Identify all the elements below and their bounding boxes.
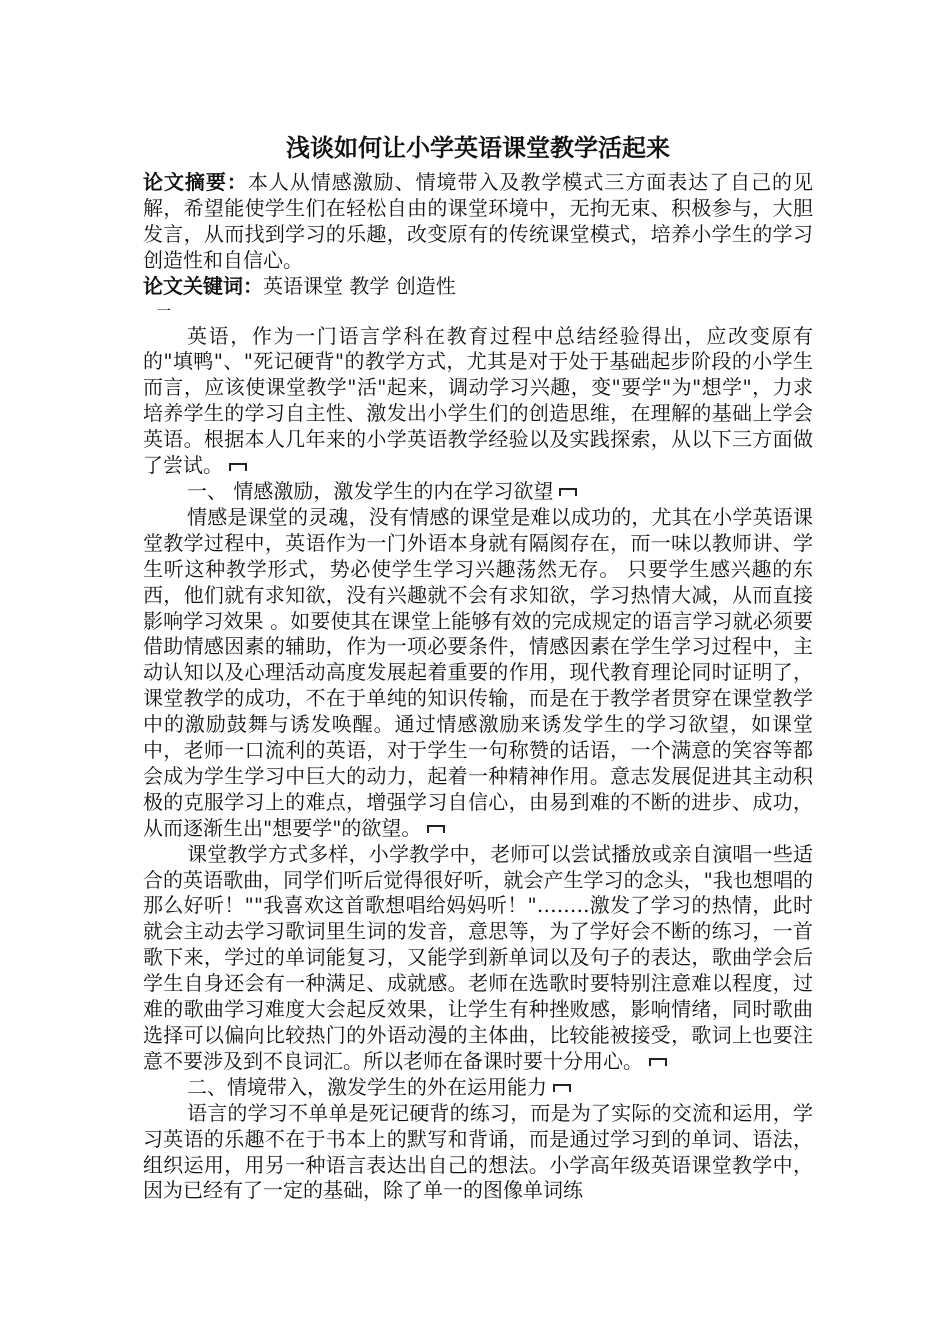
abstract-text: 本人从情感激励、情境带入及教学模式三方面表达了自己的见解，希望能使学生们在轻松自由的课堂环境中，无拘无束、积极参与，大胆发言，从而找到学习的乐趣，改变原有的传统课堂模式，培养小学生的学习创造性和自信心。 xyxy=(143,170,814,272)
abstract-label: 论文摘要： xyxy=(143,170,248,194)
keywords-text: 英语课堂 教学 创造性 xyxy=(263,273,456,298)
heading-text: 一、 情感激励，激发学生的内在学习欲望 xyxy=(187,478,554,503)
paragraph-mark-icon xyxy=(427,825,445,833)
paragraph-mark-icon xyxy=(553,1084,571,1092)
body-paragraph-songs xyxy=(143,842,813,1075)
paragraph-text: 课堂教学方式多样，小学教学中，老师可以尝试播放或亲自演唱一些适合的英语歌曲，同学们听后觉得很好听，就会产生学习的念头，"我也想唱的那么好听！""我喜欢这首歌想唱给妈妈听！"….….激发了学习的热情，此时就会主动去学习歌词里生词的发音，意思等，为了学好会不断的练习，一首歌下来，学过的单词能复习，又能学到新单词以及句子的表达，歌曲学会后学生自身还会有一种满足、成就感。老师在选歌时要特别注意难以程度，过难的歌曲学习难度大会起反效果，让学生有种挫败感，影响情绪，同时歌曲选择可以偏向比较热门的外语动漫的主体曲，比较能被接受，歌词上也要注意不要涉及到不良词汇。所以老师在备课时要十分用心。 xyxy=(143,841,813,1073)
keywords-label: 论文关键词： xyxy=(143,273,263,298)
document-page xyxy=(143,128,813,1204)
paragraph-text: 英语，作为一门语言学科在教育过程中总结经验得出，应改变原有的"填鸭"、"死记硬背"的教学方式，尤其是对于处于基础起步阶段的小学生而言，应该使课堂教学"活"起来，调动学习兴趣，变"要学"为"想学"，力求培养学生的学习自主性、激发出小学生们的创造思维，在理解的基础上学会英语。根据本人几年来的小学英语教学经验以及实践探索，从以下三方面做了尝试。 xyxy=(143,323,813,478)
paragraph-text: 语言的学习不单单是死记硬背的练习，而是为了实际的交流和运用，学习英语的乐趣不在于书本上的默写和背诵，而是通过学习到的单词、语法，组织运用，用另一种语言表达出自己的想法。小学高年级英语课堂教学中，因为已经有了一定的基础，除了单一的图像单词练 xyxy=(143,1100,813,1203)
body-paragraph-emotion xyxy=(143,505,813,842)
section-heading-1 xyxy=(143,479,813,505)
section-mark: 一 xyxy=(157,303,171,320)
keywords xyxy=(143,274,813,300)
body-paragraph-intro xyxy=(143,324,813,479)
document-title: 浅谈如何让小学英语课堂教学活起来 xyxy=(286,134,670,162)
paragraph-mark-icon xyxy=(229,463,247,471)
paragraph-mark-icon xyxy=(559,488,577,496)
abstract xyxy=(143,170,813,274)
section-heading-2 xyxy=(143,1075,813,1101)
heading-text: 二、情境带入，激发学生的外在运用能力 xyxy=(187,1074,547,1099)
body-paragraph-context xyxy=(143,1101,813,1205)
paragraph-text: 情感是课堂的灵魂，没有情感的课堂是难以成功的，尤其在小学英语课堂教学过程中，英语作为一门外语本身就有隔阂存在，而一味以教师讲、学生听这种教学形式，势必使学生学习兴趣荡然无存。 只要学生感兴趣的东西，他们就有求知欲，没有兴趣就不会有求知欲，学习热情大减，从而直接影响学习效果 。如要使其在课堂上能够有效的完成规定的语言学习就必须要借助情感因素的辅助，作为一项必要条件，情感因素在学生学习过程中，主动认知以及心理活动高度发展起着重要的作用，现代教育理论同时证明了，课堂教学的成功，不在于单纯的知识传输，而是在于教学者贯穿在课堂教学中的激励鼓舞与诱发唤醒。通过情感激励来诱发学生的学习欲望，如课堂中，老师一口流利的英语，对于学生一句称赞的话语，一个满意的笑容等都会成为学生学习中巨大的动力，起着一种精神作用。意志发展促进其主动积极的克服学习上的难点，增强学习自信心，由易到难的不断的进步、成功，从而逐渐生出"想要学"的欲望。 xyxy=(143,504,813,840)
paragraph-mark-icon xyxy=(649,1058,667,1066)
